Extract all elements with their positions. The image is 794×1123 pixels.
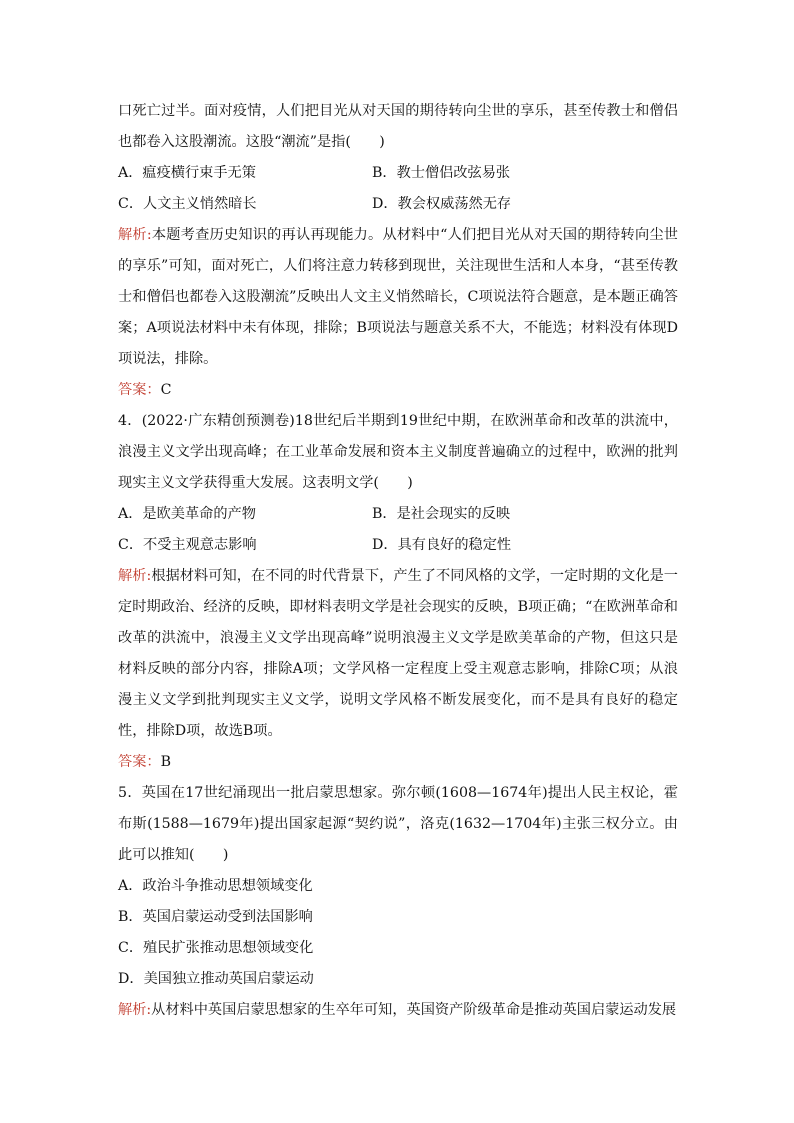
q5-option-c: C．殖民扩张推动思想领域变化 [118, 940, 314, 956]
q3-answer-label: 答案： [118, 382, 161, 398]
q4-options-row-1 [118, 499, 678, 530]
q4-option-c: C．不受主观意志影响 [118, 537, 257, 553]
q4-analysis [118, 561, 678, 747]
q4-answer-value: B [160, 754, 172, 770]
q3-options-row-1 [118, 158, 678, 189]
q3-answer-value: C [160, 382, 172, 398]
q3-options-row-2 [118, 189, 678, 220]
document-page [118, 96, 678, 1026]
q5-analysis-text: 从材料中英国启蒙思想家的生卒年可知，英国资产阶级革命是推动英国启蒙运动发展 [151, 1002, 677, 1018]
q4-analysis-label: 解析: [118, 568, 152, 584]
q4-stem: 4．(2022·广东精创预测卷)18世纪后半期到19世纪中期，在欧洲革命和改革的洪流中，浪漫主义文学出现高峰；在工业革命发展和资本主义制度普遍确立的过程中，欧洲的批判现实主义文学获得重大发展。这表明文学( ) [118, 413, 678, 491]
q3-option-a: A．瘟疫横行束手无策 [118, 165, 256, 181]
q3-stem: 口死亡过半。面对疫情，人们把目光从对天国的期待转向尘世的享乐，甚至传教士和僧侣也都卷入这股潮流。这股“潮流”是指( ) [118, 103, 678, 150]
q3-option-c: C．人文主义悄然暗长 [118, 196, 257, 212]
q4-analysis-text: 根据材料可知，在不同的时代背景下，产生了不同风格的文学，一定时期的文化是一定时期政治、经济的反映，即材料表明文学是社会现实的反映，B项正确；“在欧洲革命和改革的洪流中，浪漫主义文学出现高峰”说明浪漫主义文学是欧美革命的产物，但这只是材料反映的部分内容，排除A项；文学风格一定程度上受主观意志影响，排除C项；从浪漫主义文学到批判现实主义文学，说明文学风格不断发展变化，而不是具有良好的稳定性，排除D项，故选B项。 [118, 568, 678, 739]
q4-answer [118, 747, 678, 778]
q4-option-b: B．是社会现实的反映 [372, 506, 511, 522]
q4-option-a: A．是欧美革命的产物 [118, 506, 256, 522]
q3-analysis-label: 解析: [118, 227, 152, 243]
q3-option-d: D．教会权威荡然无存 [372, 196, 512, 212]
q4-option-d: D．具有良好的稳定性 [372, 537, 512, 553]
q4-answer-label: 答案： [118, 754, 161, 770]
q4-options-row-2 [118, 530, 678, 561]
q5-analysis-label: 解析: [118, 1002, 152, 1018]
q3-analysis-text: 本题考查历史知识的再认再现能力。从材料中“人们把目光从对天国的期待转向尘世的享乐”可知，面对死亡，人们将注意力转移到现世，关注现世生活和人本身，“甚至传教士和僧侣也都卷入这股潮流”反映出人文主义悄然暗长，C项说法符合题意，是本题正确答案；A项说法材料中未有体现，排除；B项说法与题意关系不大，不能选；材料没有体现D项说法，排除。 [118, 227, 678, 367]
q5-option-a: A．政治斗争推动思想领域变化 [118, 878, 313, 894]
q3-analysis [118, 220, 678, 375]
q5-option-d: D．美国独立推动英国启蒙运动 [118, 971, 314, 987]
q5-stem: 5．英国在17世纪涌现出一批启蒙思想家。弥尔顿(1608—1674年)提出人民主权论，霍布斯(1588—1679年)提出国家起源“契约说”，洛克(1632—1704年)主张三权分立。由此可以推知( ) [118, 785, 678, 863]
q3-answer [118, 375, 678, 406]
q3-option-b: B．教士僧侣改弦易张 [372, 165, 511, 181]
q5-analysis [118, 995, 678, 1026]
q5-option-b: B．英国启蒙运动受到法国影响 [118, 909, 313, 925]
